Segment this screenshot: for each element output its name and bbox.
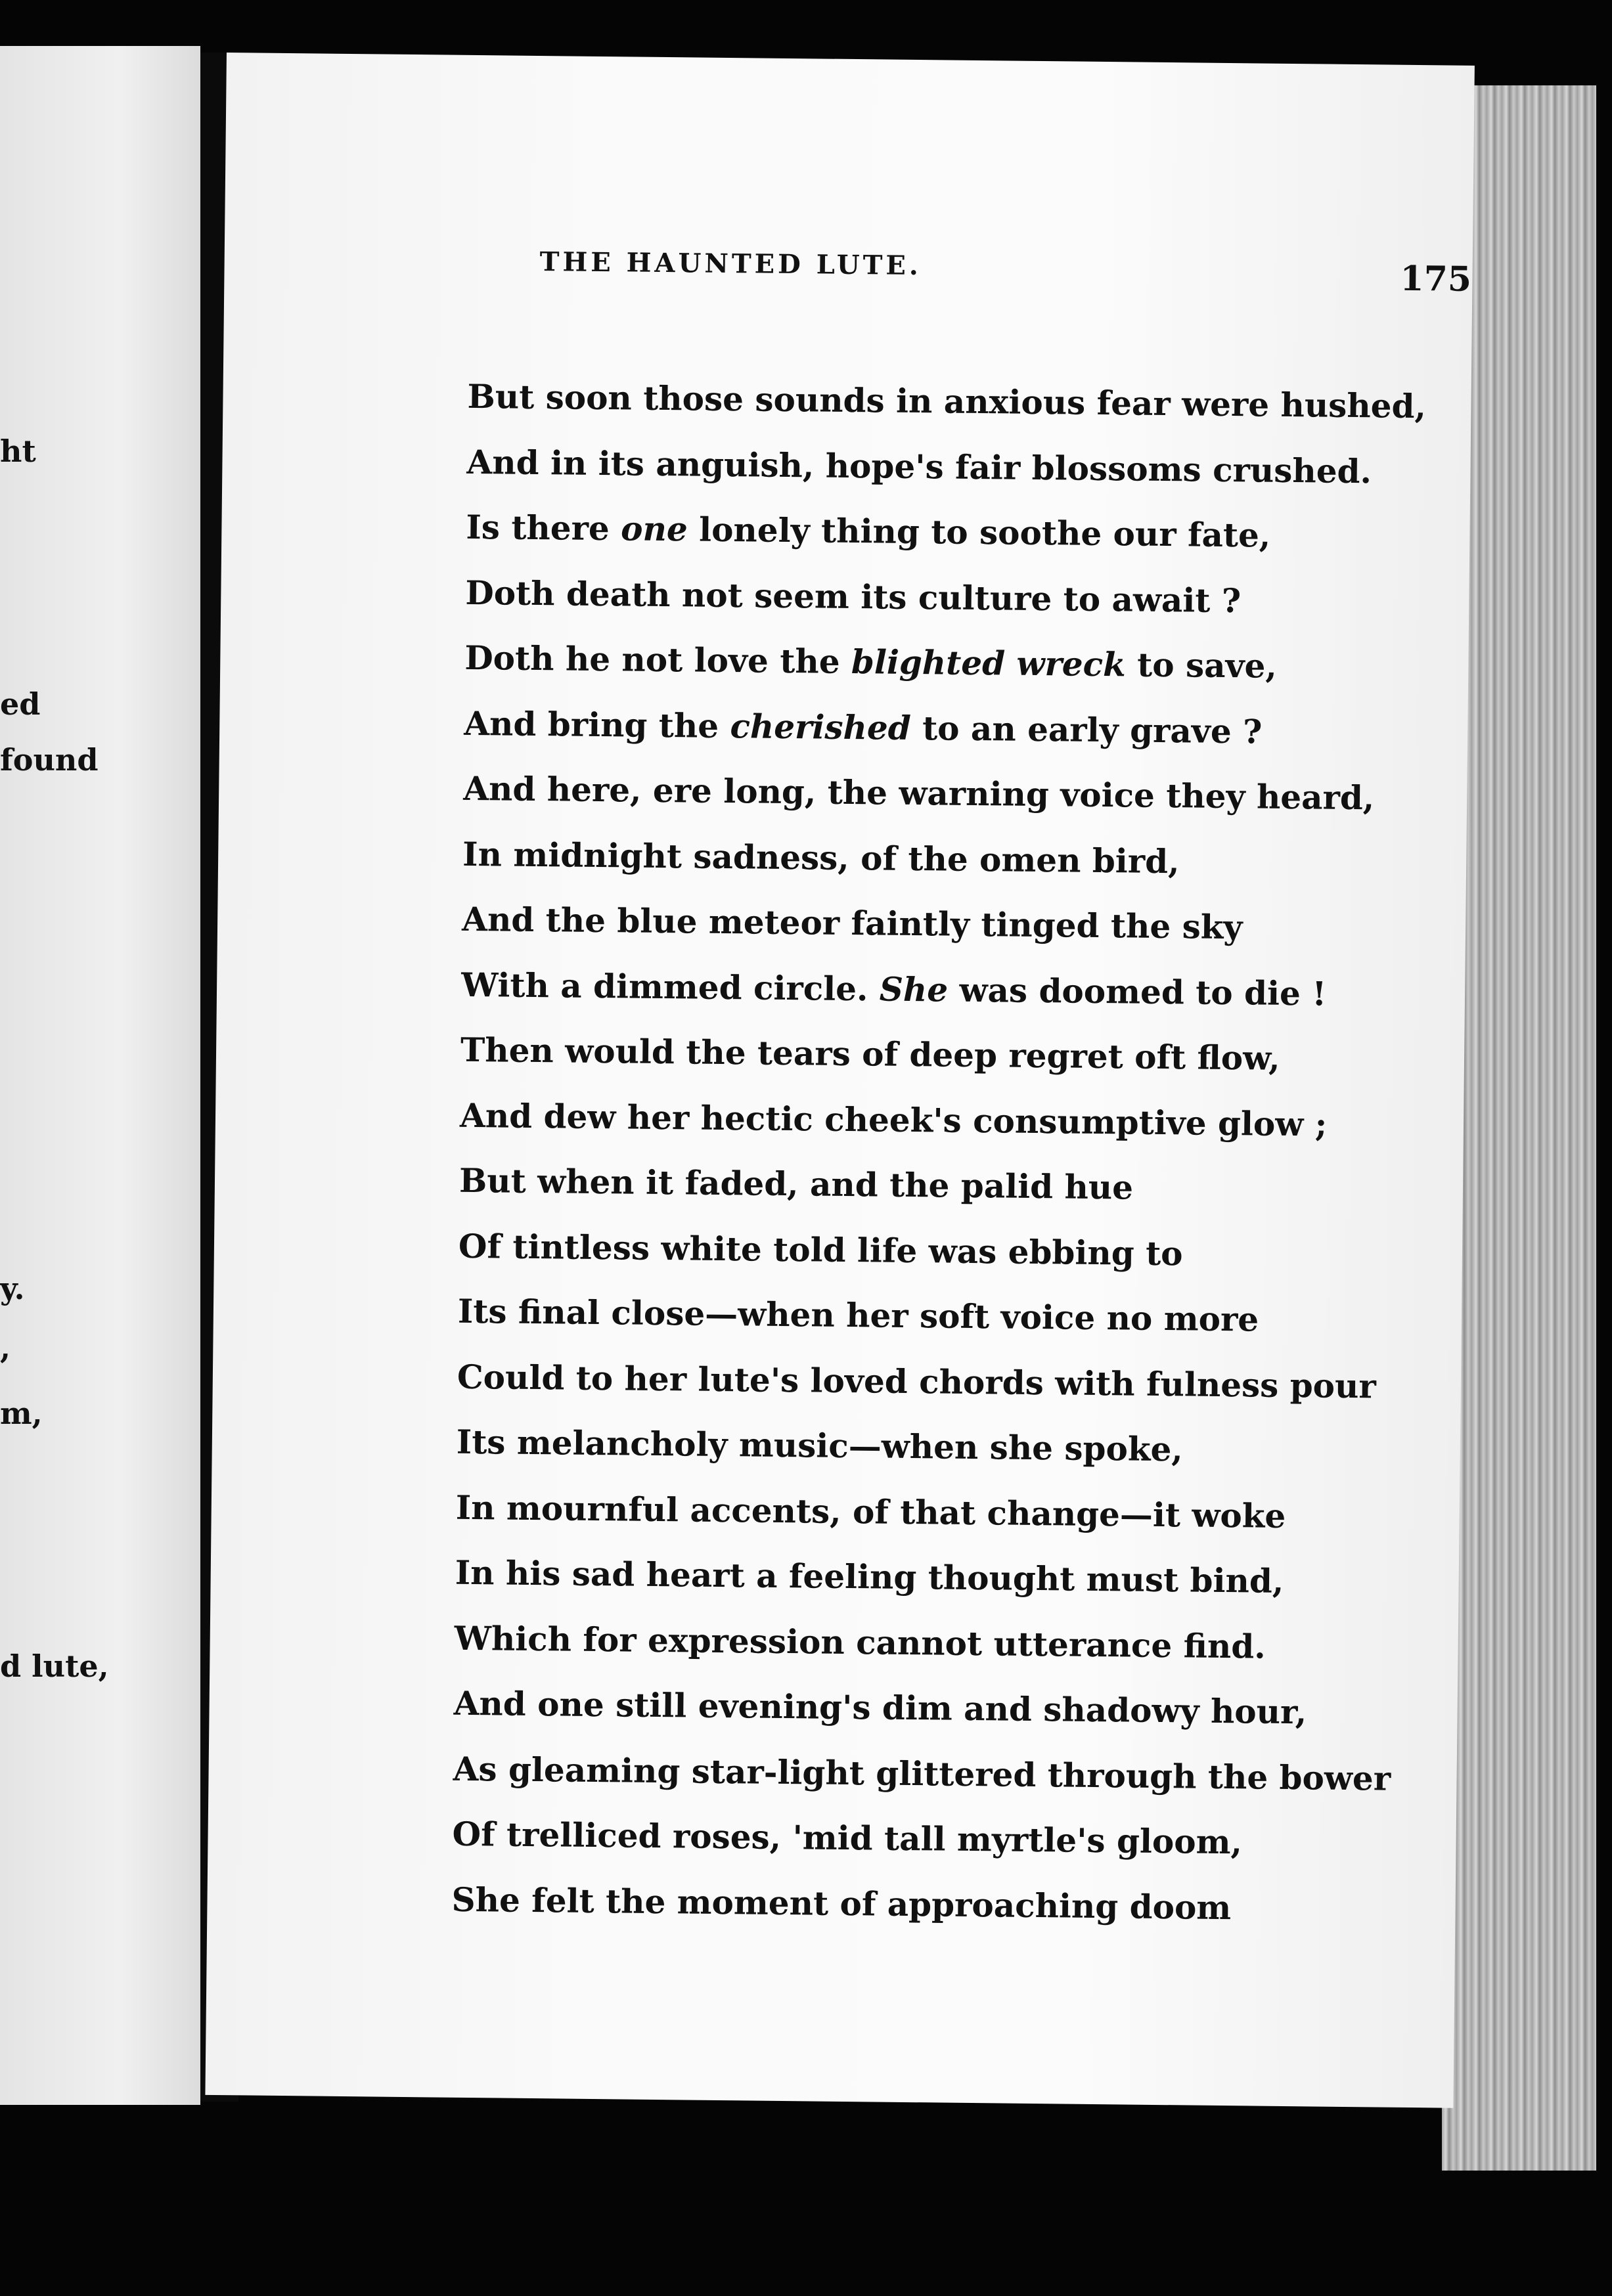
line-text: Doth he not love the bbox=[464, 638, 852, 682]
line-text: And bring the bbox=[464, 703, 730, 745]
poem-line bbox=[455, 1474, 1573, 1551]
line-text: Is there bbox=[466, 507, 621, 548]
line-text: But soon those sounds in anxious fear were hushed, bbox=[467, 376, 1427, 426]
poem-line bbox=[459, 1148, 1577, 1225]
poem-line bbox=[460, 1082, 1577, 1159]
left-page-fragment: y. bbox=[0, 1271, 25, 1306]
line-text: to an early grave ? bbox=[910, 708, 1263, 751]
left-page-fragment: m, bbox=[0, 1396, 43, 1431]
italic-text: She bbox=[879, 969, 949, 1009]
line-text: And dew her hectic cheek's consumptive glow ; bbox=[459, 1095, 1328, 1144]
line-text: And the blue meteor faintly tinged the sky bbox=[461, 899, 1243, 947]
poem-line bbox=[451, 1866, 1569, 1943]
poem-line bbox=[467, 364, 1584, 441]
italic-text: cherished bbox=[730, 706, 912, 747]
running-head: THE HAUNTED LUTE. bbox=[539, 246, 922, 282]
line-text: But when it faded, and the palid hue bbox=[459, 1160, 1134, 1207]
poem-line bbox=[463, 756, 1580, 833]
poem-line bbox=[457, 1279, 1575, 1356]
poem-line bbox=[464, 690, 1581, 767]
line-text: And here, ere long, the warning voice they heard, bbox=[462, 768, 1375, 818]
poem-line bbox=[465, 560, 1582, 636]
left-facing-page bbox=[0, 46, 200, 2105]
poem-line bbox=[458, 1213, 1575, 1290]
poem-line bbox=[457, 1344, 1574, 1421]
poem-line bbox=[454, 1605, 1571, 1682]
line-text: And in its anguish, hope's fair blossoms crushed. bbox=[466, 442, 1372, 491]
poem-line bbox=[455, 1540, 1572, 1617]
line-text: Could to her lute's loved chords with fulness pour bbox=[457, 1357, 1377, 1405]
line-text: As gleaming star-light glittered through the bower bbox=[453, 1749, 1391, 1798]
poem-text bbox=[451, 364, 1584, 1944]
line-text: to save, bbox=[1125, 645, 1278, 686]
line-text: Then would the tears of deep regret oft flow, bbox=[460, 1030, 1280, 1078]
line-text: Doth death not seem its culture to await ? bbox=[465, 573, 1242, 620]
line-text: Which for expression cannot utterance find. bbox=[454, 1618, 1266, 1666]
line-text: Of trelliced roses, 'mid tall myrtle's gloom, bbox=[452, 1814, 1243, 1862]
line-text: lonely thing to soothe our fate, bbox=[687, 510, 1271, 555]
poem-line bbox=[466, 429, 1584, 506]
left-page-fragment: d lute, bbox=[0, 1648, 109, 1684]
poem-line bbox=[464, 625, 1582, 702]
poem-line bbox=[452, 1801, 1569, 1878]
page-number: 175 bbox=[1400, 258, 1472, 299]
poem-line bbox=[453, 1736, 1570, 1813]
left-page-fragment: ht bbox=[0, 433, 36, 469]
poem-line bbox=[456, 1409, 1573, 1486]
poem-line bbox=[460, 1017, 1578, 1094]
line-text: With a dimmed circle. bbox=[460, 965, 880, 1008]
left-page-fragment: , bbox=[0, 1330, 11, 1365]
line-text: was doomed to die ! bbox=[947, 970, 1327, 1013]
left-page-fragment: found bbox=[0, 742, 99, 778]
poem-line bbox=[462, 887, 1579, 963]
line-text: And one still evening's dim and shadowy hour, bbox=[453, 1683, 1307, 1732]
left-page-fragment: ed bbox=[0, 686, 41, 722]
line-text: In midnight sadness, of the omen bird, bbox=[462, 834, 1180, 881]
italic-text: one bbox=[620, 509, 688, 549]
poem-line bbox=[453, 1671, 1571, 1748]
line-text: In his sad heart a feeling thought must bind, bbox=[455, 1553, 1284, 1601]
poem-line bbox=[466, 495, 1583, 571]
poem-line bbox=[462, 821, 1580, 898]
line-text: Of tintless white told life was ebbing to bbox=[458, 1226, 1183, 1273]
book-page bbox=[205, 53, 1474, 2108]
italic-text: blighted wreck bbox=[851, 642, 1127, 684]
line-text: She felt the moment of approaching doom bbox=[451, 1880, 1232, 1927]
line-text: In mournful accents, of that change—it woke bbox=[455, 1488, 1286, 1535]
line-text: Its melancholy music—when she spoke, bbox=[456, 1422, 1184, 1469]
poem-line bbox=[461, 952, 1578, 1028]
line-text: Its final close—when her soft voice no more bbox=[457, 1291, 1259, 1339]
